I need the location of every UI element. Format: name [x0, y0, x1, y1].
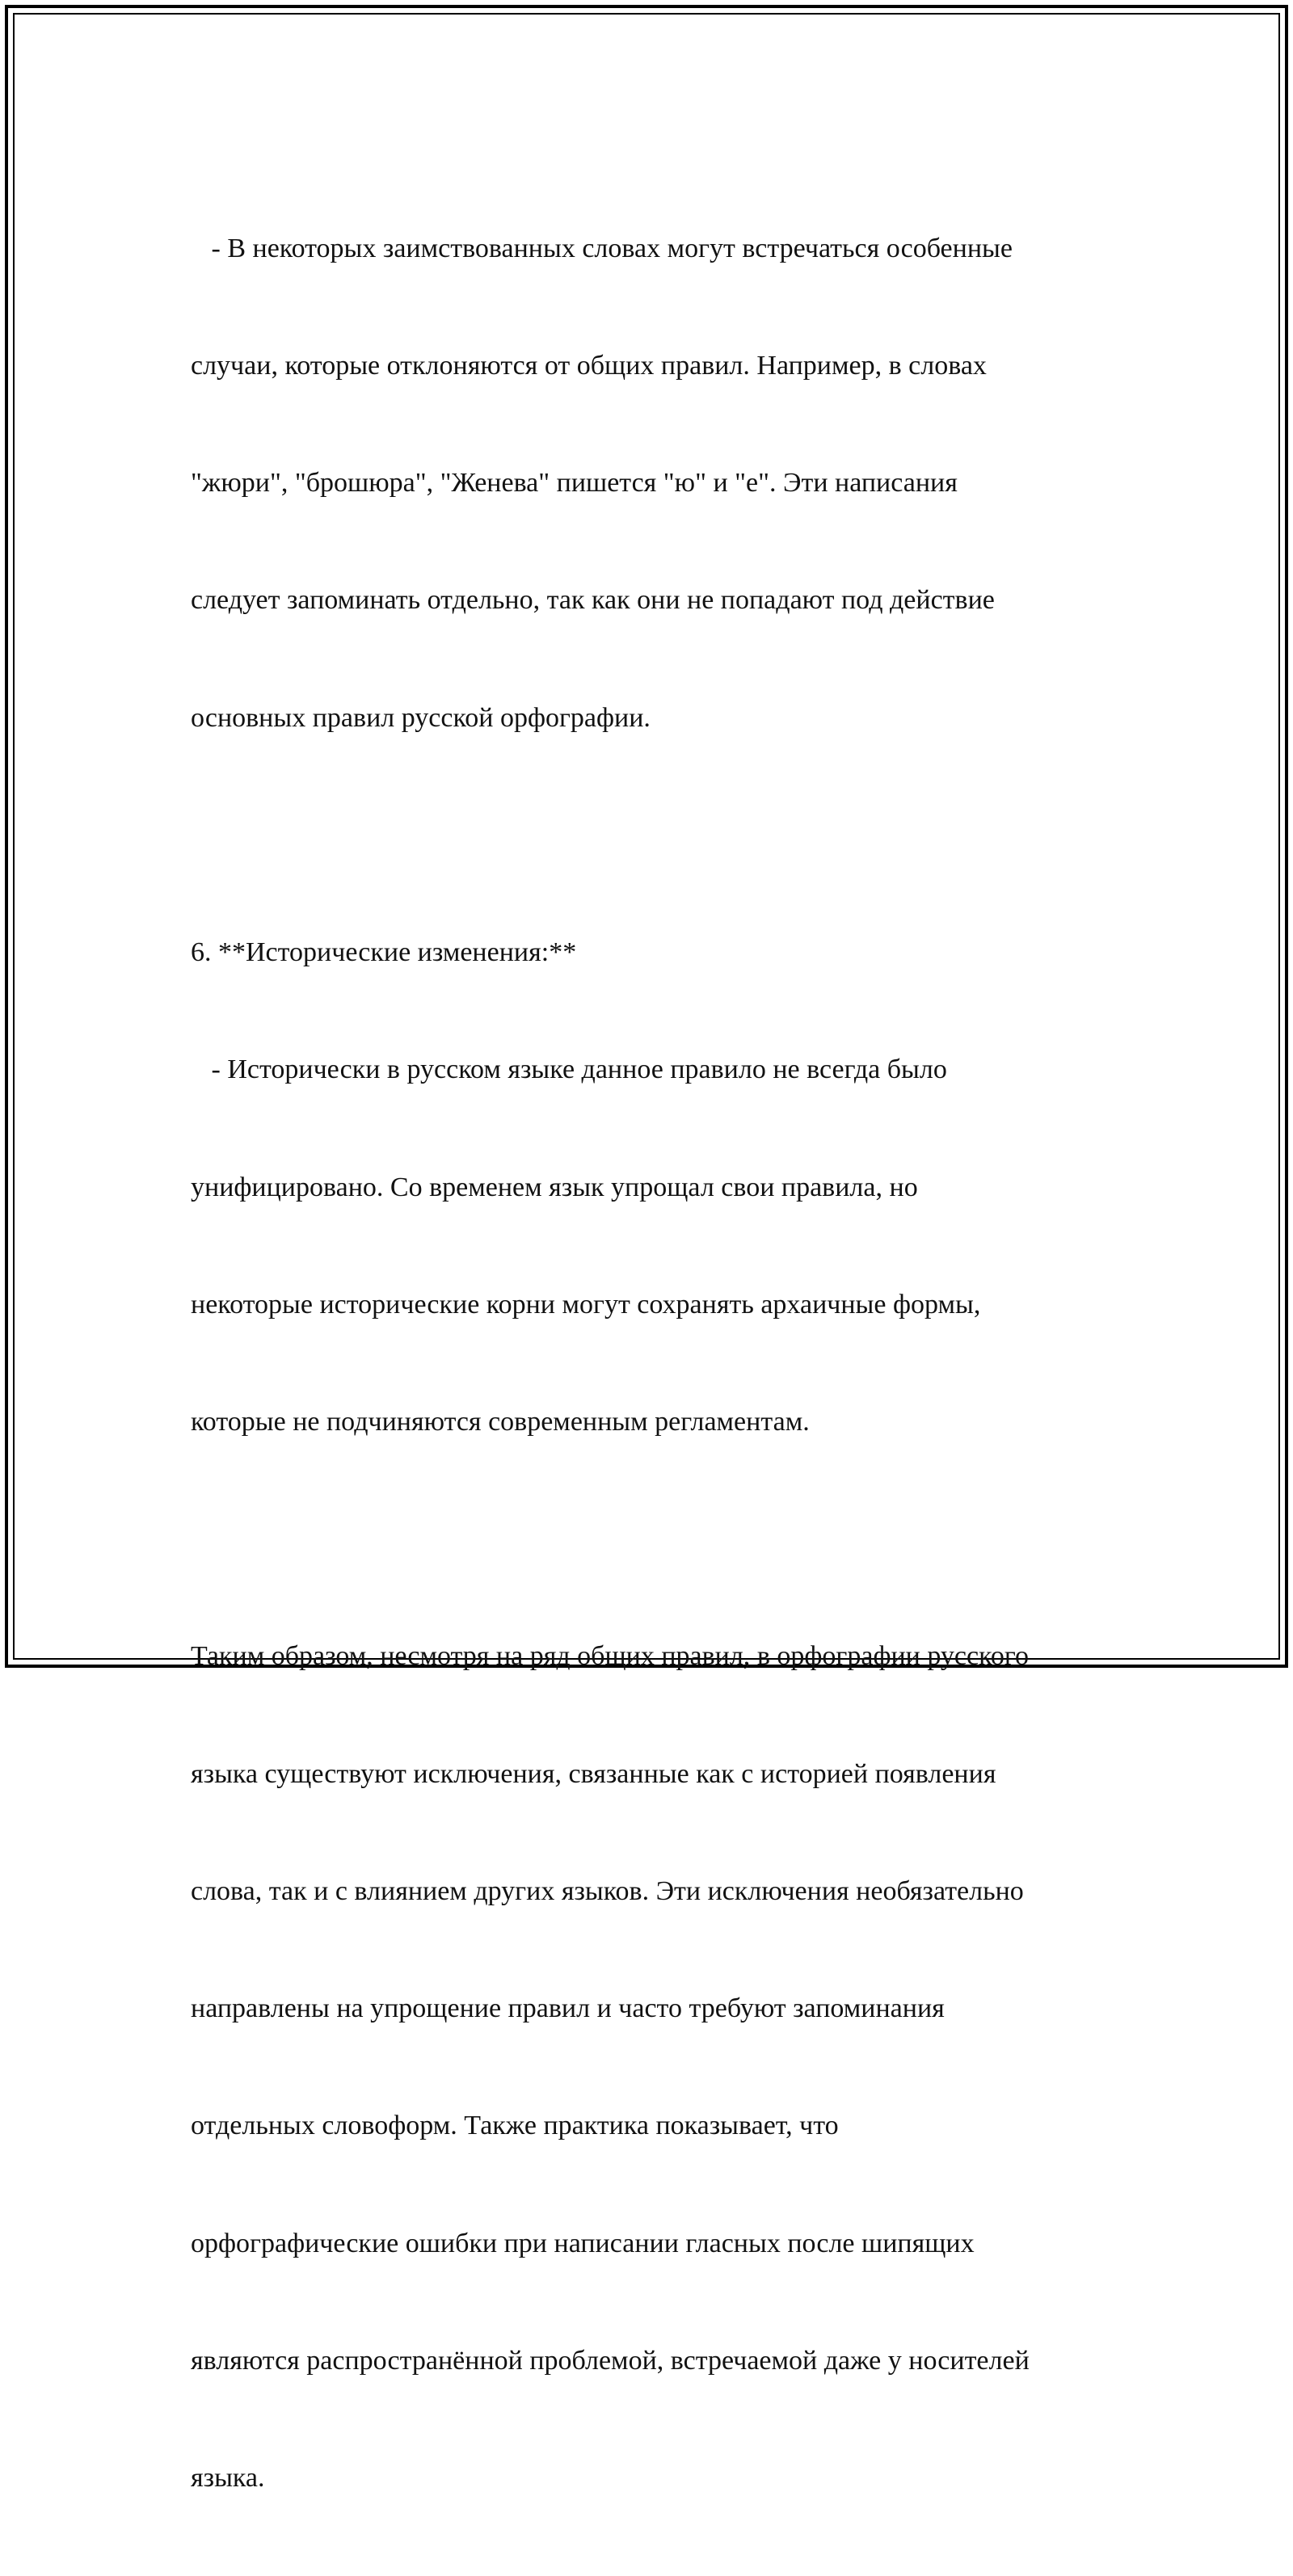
text-line: случаи, которые отклоняются от общих правил. Например, в словах [191, 351, 987, 381]
text-line: слова, так и с влиянием других языков. Эти исключения необязательно [191, 1875, 1024, 1906]
text-line: языка существуют исключения, связанные как с историей появления [191, 1758, 996, 1789]
paragraph-spacer [191, 816, 1112, 855]
paragraph-conclusion [191, 1559, 1112, 2576]
text-line: орфографические ошибки при написании гласных после шипящих [191, 2228, 975, 2258]
text-line: - Исторически в русском языке данное правило не всегда было [191, 1054, 947, 1085]
section-historical-changes [191, 855, 1112, 1520]
text-line: - В некоторых заимствованных словах могут встречаться особенные [191, 233, 1013, 263]
text-line: "жюри", "брошюра", "Женева" пишется "ю" и "е". Эти написания [191, 468, 958, 499]
text-line: отдельных словоформ. Также практика показывает, что [191, 2111, 839, 2141]
section-heading: 6. **Исторические изменения:** [191, 937, 577, 968]
text-line: направлены на упрощение правил и часто требуют запоминания [191, 1993, 945, 2024]
text-line: следует запоминать отдельно, так как они не попадают под действие [191, 585, 995, 616]
text-line: являются распространённой проблемой, встречаемой даже у носителей [191, 2345, 1030, 2376]
text-line: которые не подчиняются современным регламентам. [191, 1406, 810, 1437]
text-line: некоторые исторические корни могут сохранять архаичные формы, [191, 1289, 981, 1320]
text-line: языка. [191, 2462, 265, 2493]
text-line: Таким образом, несмотря на ряд общих правил, в орфографии русского [191, 1641, 1029, 1672]
text-line: основных правил русской орфографии. [191, 702, 651, 733]
document-body [191, 151, 1112, 2576]
paragraph-spacer [191, 1520, 1112, 1559]
paragraph-borrowed-words [191, 151, 1112, 816]
text-line: унифицировано. Со временем язык упрощал свои правила, но [191, 1172, 918, 1202]
